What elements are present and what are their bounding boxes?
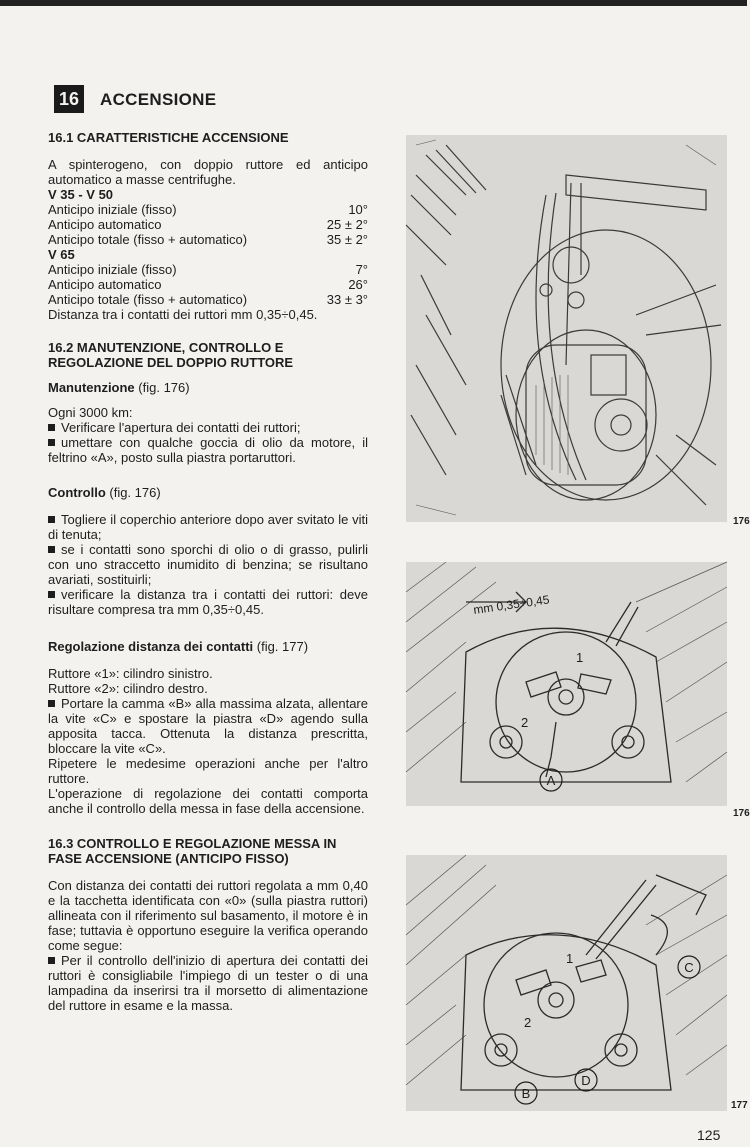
list-item: Per il controllo dell'inizio di apertura dei contatti dei ruttori è consigliabile l'impiego di un tester o di una lampadina da inserirsi tra il morsetto di alimentazione del ruttore in esame e la massa. <box>48 953 368 1013</box>
figure-number: 176 <box>733 516 750 527</box>
maintenance-interval: Ogni 3000 km: <box>48 405 133 420</box>
breaker-1-line: Ruttore «1»: cilindro sinistro. <box>48 666 213 681</box>
top-border <box>0 0 747 6</box>
callout-1: 1 <box>566 951 574 966</box>
list-item: se i contatti sono sporchi di olio o di grasso, pulirli con uno straccetto inumidito di benzina; se risultano avariati, sostituirli; <box>48 542 368 587</box>
callout-1: 1 <box>576 650 584 665</box>
bullet-icon <box>48 957 55 964</box>
callout-c: C <box>684 960 694 975</box>
callout-b: B <box>521 1086 531 1101</box>
list-item: Verificare l'apertura dei contatti dei ruttori; <box>48 420 368 435</box>
bullet-icon <box>48 424 55 431</box>
section-16-3-heading: 16.3 CONTROLLO E REGOLAZIONE MESSA IN FASE ACCENSIONE (ANTICIPO FISSO) <box>48 836 337 866</box>
chapter-title: ACCENSIONE <box>100 90 217 109</box>
bullet-icon <box>48 591 55 598</box>
regulation-repeat: Ripetere le medesime operazioni anche per l'altro ruttore. <box>48 756 368 786</box>
regulation-title: Regolazione distanza dei contatti (fig. 177) <box>48 639 309 654</box>
breaker-plate-illustration <box>406 562 727 806</box>
timing-paragraph: Con distanza dei contatti dei ruttori regolata a mm 0,40 e la tacchetta identificata con «0» (sulla piastra ruttori) allineata con il riferimento sul basamento, il motore è in fase; tuttavia è opportuno eseguire la verifica operando come segue: <box>48 878 368 953</box>
figure-number: 176 <box>733 808 750 819</box>
list-item: verificare la distanza tra i contatti dei ruttori: deve risultare compresa tra mm 0,35÷0,45. <box>48 587 368 617</box>
page-number: 125 <box>697 1127 721 1143</box>
ignition-intro: A spinterogeno, con doppio ruttore ed anticipo automatico a masse centrifughe. <box>48 157 368 187</box>
regulation-note: L'operazione di regolazione dei contatti comporta anche il controllo della messa in fase della accensione. <box>48 786 368 816</box>
chapter-number-badge: 16 <box>54 85 84 113</box>
engine-illustration <box>406 135 727 522</box>
control-title: Controllo (fig. 176) <box>48 485 161 500</box>
maintenance-title: Manutenzione (fig. 176) <box>48 380 190 395</box>
v65-title: V 65 <box>48 247 75 262</box>
v35-title: V 35 - V 50 <box>48 187 114 202</box>
callout-a: A <box>546 773 556 788</box>
section-16-2-heading: 16.2 MANUTENZIONE, CONTROLLO E REGOLAZIONE DEL DOPPIO RUTTORE <box>48 340 294 370</box>
text-column <box>48 130 368 1013</box>
bullet-icon <box>48 439 55 446</box>
bullet-icon <box>48 546 55 553</box>
list-item: umettare con qualche goccia di olio da motore, il feltrino «A», posto sulla piastra portaruttori. <box>48 435 368 465</box>
gap-label: mm 0,35÷0,45 <box>472 592 551 617</box>
spec-row: Anticipo automatico 25 ± 2° <box>48 217 368 232</box>
bullet-icon <box>48 516 55 523</box>
figure-breaker-gap <box>406 562 727 806</box>
figure-breaker-adjustment <box>406 855 727 1111</box>
figure-number: 177 <box>731 1100 748 1111</box>
spec-row: Anticipo iniziale (fisso) 10° <box>48 202 368 217</box>
breaker-2-line: Ruttore «2»: cilindro destro. <box>48 681 208 696</box>
spec-row: Anticipo totale (fisso + automatico) 33 ± 3° <box>48 292 368 307</box>
contact-gap-line: Distanza tra i contatti dei ruttori mm 0,35÷0,45. <box>48 307 318 322</box>
figure-engine-breaker-cover <box>406 135 727 522</box>
spec-row: Anticipo totale (fisso + automatico) 35 ± 2° <box>48 232 368 247</box>
spec-row: Anticipo iniziale (fisso) 7° <box>48 262 368 277</box>
section-16-1-heading: 16.1 CARATTERISTICHE ACCENSIONE <box>48 130 289 145</box>
callout-d: D <box>581 1073 591 1088</box>
spec-row: Anticipo automatico 26° <box>48 277 368 292</box>
adjustment-illustration <box>406 855 727 1111</box>
list-item: Portare la camma «B» alla massima alzata, allentare la vite «C» e spostare la piastra «D» agendo sulla apposita tacca. Ottenuta la distanza prescritta, bloccare la vite «C». <box>48 696 368 756</box>
bullet-icon <box>48 700 55 707</box>
callout-2: 2 <box>521 715 529 730</box>
list-item: Togliere il coperchio anteriore dopo aver svitato le viti di tenuta; <box>48 512 368 542</box>
callout-2: 2 <box>524 1015 532 1030</box>
